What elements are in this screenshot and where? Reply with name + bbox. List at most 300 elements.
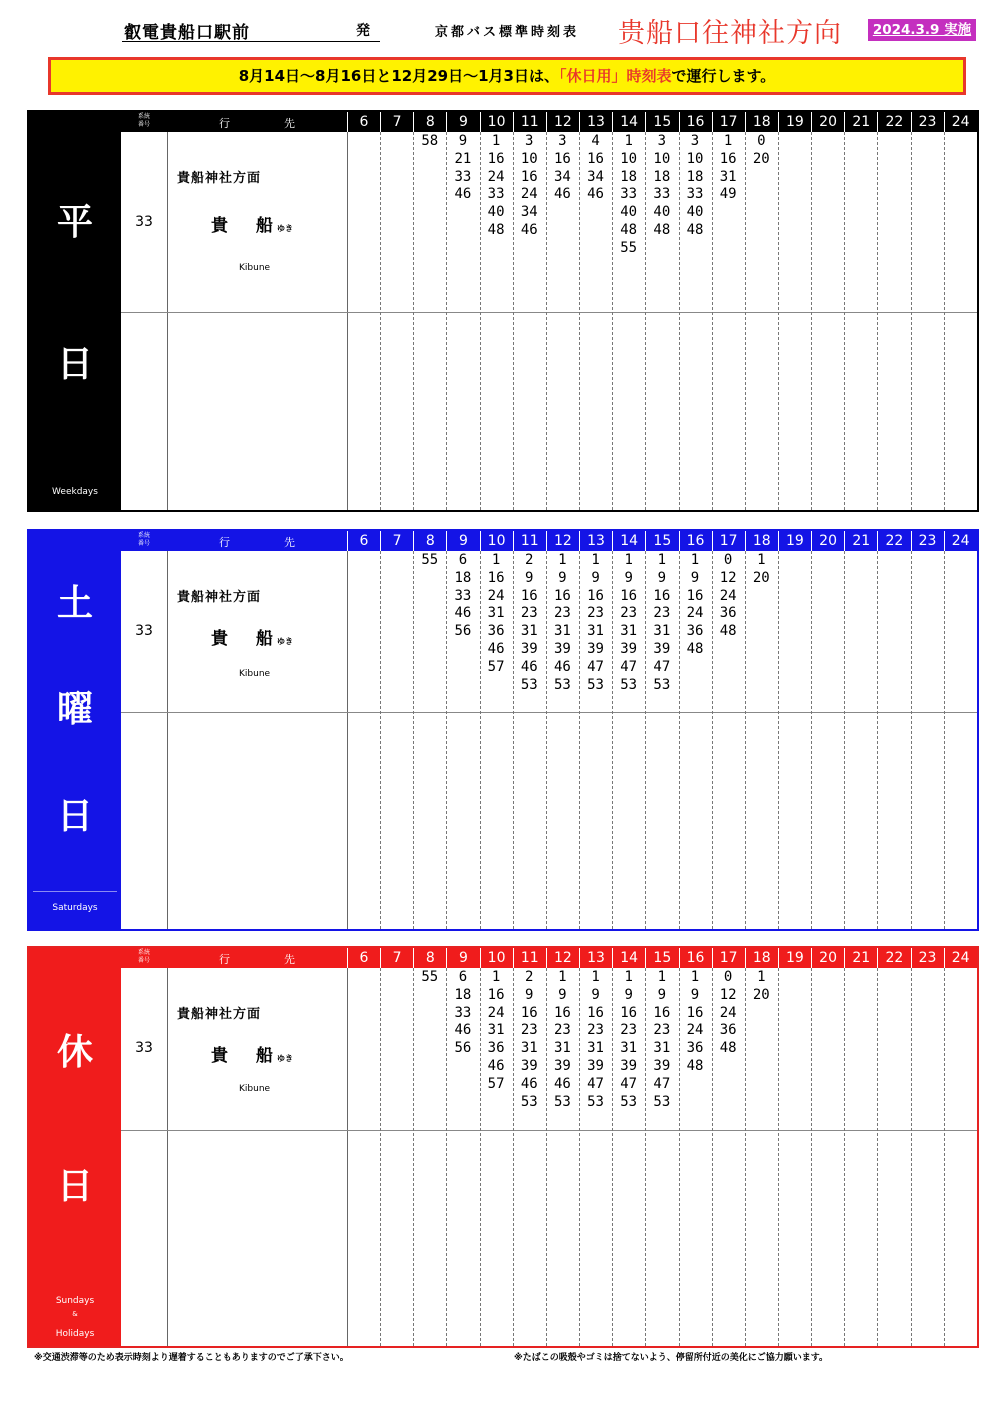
minutes-hour-9 <box>446 133 479 204</box>
holiday-english-3: Holidays <box>55 1329 95 1339</box>
departure-minute: 3 <box>690 133 700 149</box>
departure-minute: 47 <box>620 658 638 675</box>
departure-minute: 20 <box>752 986 770 1003</box>
weekday-band <box>29 112 121 510</box>
departure-minute: 1 <box>591 969 600 985</box>
footer-note-left: ※交通渋滞等のため表示時刻より遅着することもありますのでご了承下さい。 <box>34 1353 349 1363</box>
departure-minute: 16 <box>520 587 538 604</box>
minutes-hour-18 <box>745 969 778 1005</box>
departure-minute: 31 <box>520 1040 538 1057</box>
departure-minute: 16 <box>520 168 538 185</box>
departure-minute: 16 <box>487 986 505 1003</box>
departure-minute: 57 <box>487 658 505 675</box>
departure-minute: 31 <box>553 623 571 640</box>
departure-minute: 47 <box>587 658 604 675</box>
departure-minute: 12 <box>719 569 737 586</box>
hour-header-8: 8 <box>413 112 446 132</box>
departure-minute: 20 <box>752 569 770 586</box>
departure-minute: 16 <box>719 150 737 167</box>
departure-minute: 9 <box>525 986 534 1003</box>
departure-minute: 10 <box>653 150 671 167</box>
departure-minute: 53 <box>553 676 571 693</box>
weekday-english: Weekdays <box>52 487 98 497</box>
departure-minute: 31 <box>620 1040 638 1057</box>
departure-minute: 1 <box>624 969 633 985</box>
hour-header-14: 14 <box>612 112 645 132</box>
departure-minute: 1 <box>690 969 700 985</box>
hour-header-11: 11 <box>513 531 546 551</box>
departure-minute: 46 <box>454 1022 472 1039</box>
hour-header-18: 18 <box>745 948 778 968</box>
departure-minute: 46 <box>520 658 538 675</box>
route-number: 33 <box>135 1040 153 1056</box>
hour-header-16: 16 <box>679 531 712 551</box>
minutes-hour-17 <box>712 969 745 1058</box>
departure-minute: 23 <box>620 605 638 622</box>
departure-minute: 40 <box>620 204 638 221</box>
hour-header-6: 6 <box>347 531 380 551</box>
timetable-label: 京都バス標準時刻表 <box>435 25 580 40</box>
departure-minute: 40 <box>653 204 671 221</box>
departure-minute: 47 <box>653 658 671 675</box>
departure-minute: 34 <box>520 204 538 221</box>
departure-minute: 46 <box>520 221 538 238</box>
route-direction: 貴船神社方面 <box>177 171 262 186</box>
departure-minute: 1 <box>558 969 567 985</box>
hour-header-11: 11 <box>513 948 546 968</box>
hour-header-12: 12 <box>546 948 579 968</box>
departure-minute: 46 <box>553 658 571 675</box>
departure-minute: 1 <box>723 133 733 149</box>
departure-minute: 6 <box>458 969 468 985</box>
departure-minute: 16 <box>587 150 604 167</box>
weekday-panel <box>27 110 979 512</box>
departure-minute: 23 <box>553 605 571 622</box>
hour-header-10: 10 <box>480 112 513 132</box>
departure-minute: 53 <box>653 1093 671 1110</box>
departure-minute: 48 <box>686 1057 704 1074</box>
hour-header-22: 22 <box>877 531 910 551</box>
departure-minute: 36 <box>487 1040 505 1057</box>
minutes-hour-16 <box>679 133 712 240</box>
holiday-english-1: Sundays <box>55 1296 95 1306</box>
departure-minute: 46 <box>553 186 571 203</box>
departure-minute: 46 <box>553 1075 571 1092</box>
minutes-hour-8 <box>413 969 446 987</box>
departure-minute: 24 <box>487 1004 505 1021</box>
departure-minute: 31 <box>719 168 737 185</box>
minutes-hour-15 <box>645 133 678 240</box>
minutes-hour-16 <box>679 552 712 659</box>
minutes-hour-11 <box>513 133 546 240</box>
departure-minute: 40 <box>686 204 704 221</box>
hour-header-21: 21 <box>844 112 877 132</box>
hour-header-9: 9 <box>446 531 479 551</box>
departure-minute: 33 <box>487 186 505 203</box>
minutes-hour-13 <box>579 552 612 694</box>
departure-minute: 46 <box>454 605 472 622</box>
hour-header-18: 18 <box>745 112 778 132</box>
departure-minute: 0 <box>723 552 733 568</box>
route-number: 33 <box>135 623 153 639</box>
departure-minute: 18 <box>653 168 671 185</box>
departure-minute: 39 <box>653 640 671 657</box>
minutes-hour-8 <box>413 133 446 151</box>
departure-minute: 16 <box>520 1004 538 1021</box>
minutes-hour-8 <box>413 552 446 570</box>
departure-minute: 1 <box>491 969 501 985</box>
departure-minute: 39 <box>620 1057 638 1074</box>
minutes-hour-9 <box>446 552 479 641</box>
departure-minute: 16 <box>587 587 604 604</box>
holiday-kanji-2: 日 <box>56 1165 93 1207</box>
weekday-kanji-1: 平 <box>56 201 93 243</box>
holiday-english-2: & <box>72 1310 78 1318</box>
minutes-hour-14 <box>612 133 645 258</box>
route-number: 33 <box>135 214 153 230</box>
hour-header-21: 21 <box>844 531 877 551</box>
departure-minute: 24 <box>719 1004 737 1021</box>
hour-header-13: 13 <box>579 948 612 968</box>
departure-minute: 33 <box>454 1004 472 1021</box>
departure-minute: 10 <box>620 150 638 167</box>
hour-header-20: 20 <box>811 948 844 968</box>
saturday-panel <box>27 529 979 931</box>
departure-minute: 46 <box>520 1075 538 1092</box>
departure-minute: 53 <box>620 676 638 693</box>
departure-minute: 48 <box>686 640 704 657</box>
departure-minute: 53 <box>520 1093 538 1110</box>
holiday-schedule-notice <box>48 57 966 95</box>
minutes-hour-9 <box>446 969 479 1058</box>
holiday-band <box>29 948 121 1346</box>
departure-minute: 31 <box>587 1040 604 1057</box>
departure-minute: 9 <box>458 133 468 149</box>
hour-header-24: 24 <box>944 112 977 132</box>
departure-minute: 48 <box>653 221 671 238</box>
departure-minute: 9 <box>624 986 633 1003</box>
departure-minute: 31 <box>653 1040 671 1057</box>
departure-minute: 23 <box>553 1022 571 1039</box>
departure-minute: 34 <box>553 168 571 185</box>
minutes-hour-10 <box>480 969 513 1094</box>
departure-minute: 16 <box>686 587 704 604</box>
minutes-hour-11 <box>513 552 546 694</box>
departure-minute: 36 <box>686 1040 704 1057</box>
departure-minute: 24 <box>487 168 505 185</box>
departure-minute: 56 <box>454 623 472 640</box>
hour-header-13: 13 <box>579 531 612 551</box>
departure-minute: 47 <box>653 1075 671 1092</box>
departure-minute: 48 <box>487 221 505 238</box>
departure-minute: 33 <box>454 587 472 604</box>
minutes-hour-18 <box>745 552 778 588</box>
hour-header-8: 8 <box>413 948 446 968</box>
departure-minute: 9 <box>657 569 667 586</box>
departure-minute: 24 <box>487 587 505 604</box>
hour-header-12: 12 <box>546 112 579 132</box>
hour-header-16: 16 <box>679 112 712 132</box>
weekday-body <box>121 132 977 510</box>
hour-header-7: 7 <box>380 948 413 968</box>
departure-minute: 16 <box>653 587 671 604</box>
departure-minute: 16 <box>553 1004 571 1021</box>
departure-minute: 31 <box>487 605 505 622</box>
hour-header-23: 23 <box>911 112 944 132</box>
hour-header-20: 20 <box>811 531 844 551</box>
stop-header <box>122 18 380 42</box>
departure-minute: 33 <box>454 168 472 185</box>
stop-name: 叡電貴船口駅前 <box>124 23 250 43</box>
holiday-header-row: 系統 番号 行 先 6 7 8 9 10 11 12 13 14 15 16 17 18 19 20 21 22 23 24 <box>121 948 977 968</box>
route-destination: 貴 船 ゆき <box>211 216 293 236</box>
departure-minute: 18 <box>686 168 704 185</box>
departure-minute: 1 <box>757 969 766 985</box>
minutes-hour-15 <box>645 552 678 694</box>
departure-minute: 31 <box>587 623 604 640</box>
departure-minute: 9 <box>591 986 600 1003</box>
departure-minute: 49 <box>719 186 737 203</box>
departure-minute: 1 <box>491 133 501 149</box>
departure-minute: 0 <box>723 969 733 985</box>
route-destination: 貴 船 ゆき <box>211 629 293 649</box>
departure-minute: 39 <box>553 1057 571 1074</box>
departure-minute: 33 <box>620 186 638 203</box>
departure-minute: 9 <box>558 569 567 586</box>
hour-header-16: 16 <box>679 948 712 968</box>
departure-minute: 53 <box>653 676 671 693</box>
hour-header-17: 17 <box>712 948 745 968</box>
route-destination-english: Kibune <box>239 1084 271 1094</box>
hour-header-24: 24 <box>944 531 977 551</box>
hour-header-21: 21 <box>844 948 877 968</box>
departure-minute: 16 <box>620 1004 638 1021</box>
destination-title: 贵船口往神社方向 <box>618 18 842 49</box>
minutes-hour-12 <box>546 969 579 1111</box>
departure-minute: 9 <box>657 986 667 1003</box>
departure-minute: 33 <box>653 186 671 203</box>
departure-minute: 1 <box>558 552 567 568</box>
effective-date: 2024.3.9 実施 <box>872 22 972 38</box>
minutes-hour-10 <box>480 552 513 677</box>
hour-header-20: 20 <box>811 112 844 132</box>
hour-header-10: 10 <box>480 531 513 551</box>
route-code-header: 系統 番号 <box>137 949 150 964</box>
departure-minute: 9 <box>525 569 534 586</box>
minutes-hour-14 <box>612 552 645 694</box>
hour-header-10: 10 <box>480 948 513 968</box>
minutes-hour-14 <box>612 969 645 1111</box>
hour-header-9: 9 <box>446 112 479 132</box>
departure-minute: 39 <box>620 640 638 657</box>
departure-minute: 24 <box>686 605 704 622</box>
hour-header-19: 19 <box>778 112 811 132</box>
departure-minute: 18 <box>454 986 472 1003</box>
minutes-hour-13 <box>579 133 612 204</box>
departure-minute: 9 <box>690 986 700 1003</box>
notice-pre: 8月14日～8月16日と12月29日～1月3日は、 <box>238 67 559 85</box>
notice-post: で運行します。 <box>671 67 776 85</box>
departure-minute: 53 <box>620 1093 638 1110</box>
departure-minute: 23 <box>520 1022 538 1039</box>
departure-minute: 31 <box>487 1022 505 1039</box>
departure-minute: 46 <box>587 186 604 203</box>
departure-minute: 16 <box>653 1004 671 1021</box>
hour-header-14: 14 <box>612 948 645 968</box>
saturday-english: Saturdays <box>52 903 98 913</box>
route-destination-english: Kibune <box>239 669 271 679</box>
departure-minute: 16 <box>686 1004 704 1021</box>
departure-minute: 46 <box>487 640 505 657</box>
effective-date-badge <box>868 19 976 41</box>
departure-minute: 46 <box>487 1057 505 1074</box>
departure-minute: 36 <box>487 623 505 640</box>
minutes-hour-11 <box>513 969 546 1111</box>
departure-minute: 23 <box>620 1022 638 1039</box>
hour-header-13: 13 <box>579 112 612 132</box>
departure-minute: 1 <box>657 969 667 985</box>
saturday-body <box>121 551 977 929</box>
hour-header-12: 12 <box>546 531 579 551</box>
departure-minute: 24 <box>686 1022 704 1039</box>
departure-minute: 16 <box>553 587 571 604</box>
hour-header-18: 18 <box>745 531 778 551</box>
departure-minute: 23 <box>587 605 604 622</box>
notice-highlight: 「休日用」時刻表 <box>558 67 672 85</box>
departure-minute: 40 <box>487 204 505 221</box>
minutes-hour-16 <box>679 969 712 1076</box>
minutes-hour-17 <box>712 133 745 204</box>
saturday-kanji-2: 曜 <box>56 688 93 730</box>
departure-minute: 36 <box>686 623 704 640</box>
hour-header-6: 6 <box>347 948 380 968</box>
hour-header-19: 19 <box>778 531 811 551</box>
hour-header-6: 6 <box>347 112 380 132</box>
hour-header-24: 24 <box>944 948 977 968</box>
hour-header-23: 23 <box>911 948 944 968</box>
minutes-hour-12 <box>546 552 579 694</box>
departure-minute: 1 <box>757 552 766 568</box>
departure-minute: 47 <box>587 1075 604 1092</box>
minutes-hour-15 <box>645 969 678 1111</box>
departure-minute: 48 <box>620 221 638 238</box>
footer-note-right: ※たばこの吸殻やゴミは捨てないよう、停留所付近の美化にご協力願います。 <box>514 1353 829 1363</box>
holiday-panel <box>27 946 979 1348</box>
departure-minute: 53 <box>587 1093 604 1110</box>
hour-header-17: 17 <box>712 112 745 132</box>
route-direction: 貴船神社方面 <box>177 1007 262 1022</box>
departure-minute: 48 <box>686 221 704 238</box>
departure-minute: 39 <box>553 640 571 657</box>
departure-minute: 31 <box>620 623 638 640</box>
hour-header-7: 7 <box>380 112 413 132</box>
route-destination-english: Kibune <box>239 263 271 273</box>
hour-header-22: 22 <box>877 112 910 132</box>
saturday-header-row: 系統 番号 行 先 6 7 8 9 10 11 12 13 14 15 16 17 18 19 20 21 22 23 24 <box>121 531 977 551</box>
hour-header-7: 7 <box>380 531 413 551</box>
saturday-band <box>29 531 121 929</box>
departure-minute: 10 <box>520 150 538 167</box>
departure-minute: 21 <box>454 150 472 167</box>
departure-minute: 6 <box>458 552 468 568</box>
hour-header-19: 19 <box>778 948 811 968</box>
minutes-hour-17 <box>712 552 745 641</box>
route-code-header: 系統 番号 <box>137 532 150 547</box>
departure-minute: 31 <box>520 623 538 640</box>
departure-minute: 55 <box>620 239 638 256</box>
weekday-header-row: 系統 番号 行 先 6 7 8 9 10 11 12 13 14 15 16 17 18 19 20 21 22 23 24 <box>121 112 977 132</box>
minutes-hour-10 <box>480 133 513 240</box>
departure-minute: 0 <box>757 133 766 149</box>
departure-minute: 23 <box>587 1022 604 1039</box>
departure-minute: 1 <box>657 552 667 568</box>
departure-minute: 18 <box>620 168 638 185</box>
departure-minute: 47 <box>620 1075 638 1092</box>
weekday-kanji-2: 日 <box>56 343 93 385</box>
departure-minute: 48 <box>719 1040 737 1057</box>
departure-minute: 1 <box>624 552 633 568</box>
departure-minute: 9 <box>591 569 600 586</box>
departure-minute: 23 <box>653 1022 671 1039</box>
departure-minute: 55 <box>421 969 439 985</box>
departure-minute: 39 <box>520 1057 538 1074</box>
departure-minute: 16 <box>620 587 638 604</box>
departure-minute: 24 <box>520 186 538 203</box>
departure-minute: 16 <box>553 150 571 167</box>
departure-minute: 16 <box>587 1004 604 1021</box>
hour-header-23: 23 <box>911 531 944 551</box>
departure-minute: 23 <box>520 605 538 622</box>
departure-minute: 1 <box>591 552 600 568</box>
departure-minute: 58 <box>421 133 439 149</box>
departure-minute: 34 <box>587 168 604 185</box>
departure-minute: 10 <box>686 150 704 167</box>
departure-minute: 53 <box>520 676 538 693</box>
departure-minute: 4 <box>591 133 600 149</box>
departure-minute: 2 <box>525 969 534 985</box>
departure-minute: 31 <box>553 1040 571 1057</box>
departure-minute: 39 <box>520 640 538 657</box>
departure-minute: 39 <box>587 1057 604 1074</box>
route-code-header: 系統 番号 <box>137 113 150 128</box>
departure-minute: 2 <box>525 552 534 568</box>
minutes-hour-18 <box>745 133 778 169</box>
departure-minute: 16 <box>487 569 505 586</box>
departure-minute: 39 <box>587 640 604 657</box>
minutes-hour-13 <box>579 969 612 1111</box>
departure-minute: 39 <box>653 1057 671 1074</box>
hour-header-11: 11 <box>513 112 546 132</box>
route-direction: 貴船神社方面 <box>177 590 262 605</box>
departure-label: 発 <box>356 23 370 39</box>
departure-minute: 56 <box>454 1040 472 1057</box>
departure-minute: 33 <box>686 186 704 203</box>
departure-minute: 9 <box>624 569 633 586</box>
departure-minute: 53 <box>553 1093 571 1110</box>
departure-minute: 3 <box>558 133 567 149</box>
departure-minute: 1 <box>690 552 700 568</box>
departure-minute: 55 <box>421 552 439 568</box>
departure-minute: 31 <box>653 623 671 640</box>
departure-minute: 3 <box>525 133 534 149</box>
departure-minute: 36 <box>719 1022 737 1039</box>
hour-header-15: 15 <box>645 112 678 132</box>
hour-header-9: 9 <box>446 948 479 968</box>
saturday-kanji-3: 日 <box>56 795 93 837</box>
hour-header-14: 14 <box>612 531 645 551</box>
saturday-kanji-1: 土 <box>56 582 93 624</box>
departure-minute: 1 <box>491 552 501 568</box>
